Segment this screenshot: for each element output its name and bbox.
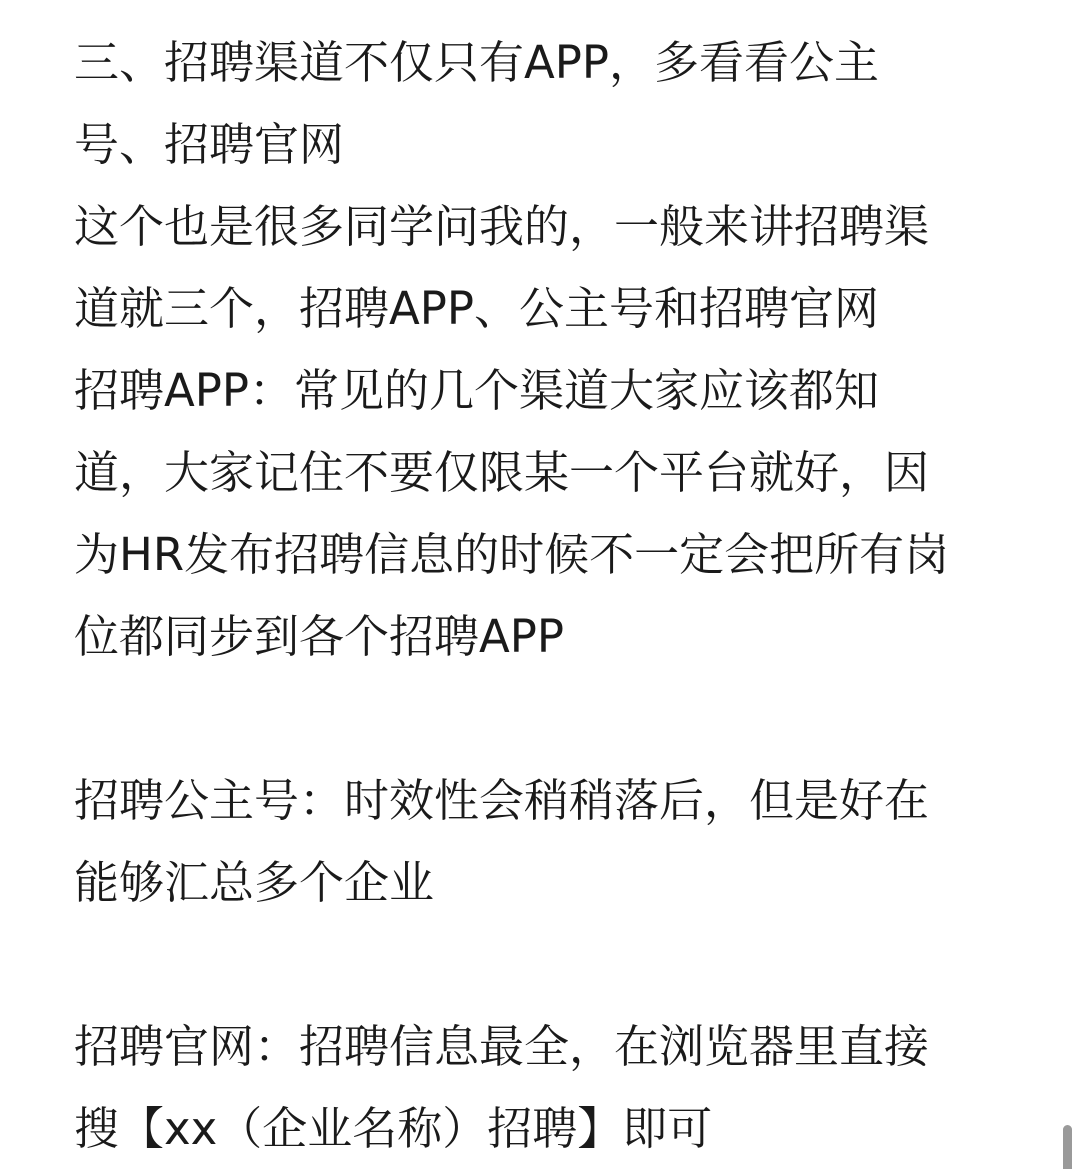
heading-line-1: 三、招聘渠道不仅只有APP，多看看公主 [74, 36, 880, 89]
intro-line-2: 道就三个，招聘APP、公主号和招聘官网 [74, 282, 880, 335]
gzh-line-1: 招聘公主号：时效性会稍稍落后，但是好在 [74, 774, 930, 827]
scrollbar-thumb[interactable] [1063, 1125, 1072, 1169]
website-line-2: 搜【xx（企业名称）招聘】即可 [74, 1102, 713, 1155]
website-line-1: 招聘官网：招聘信息最全，在浏览器里直接 [74, 1020, 930, 1073]
app-line-2: 道，大家记住不要仅限某一个平台就好，因 [74, 446, 930, 499]
article-body [74, 22, 1014, 1169]
intro-line-1: 这个也是很多同学问我的，一般来讲招聘渠 [74, 200, 930, 253]
app-line-4: 位都同步到各个招聘APP [74, 610, 565, 663]
app-line-3: 为HR发布招聘信息的时候不一定会把所有岗 [74, 528, 950, 581]
website-paragraph [74, 1006, 1014, 1169]
paragraph-gap [74, 678, 1014, 760]
app-line-1: 招聘APP：常见的几个渠道大家应该都知 [74, 364, 880, 417]
intro-paragraph [74, 186, 1014, 350]
section-heading [74, 22, 1014, 186]
heading-line-2: 号、招聘官网 [74, 118, 345, 171]
gzh-line-2: 能够汇总多个企业 [74, 856, 435, 909]
app-paragraph [74, 350, 1014, 678]
paragraph-gap [74, 924, 1014, 1006]
gzh-paragraph [74, 760, 1014, 924]
